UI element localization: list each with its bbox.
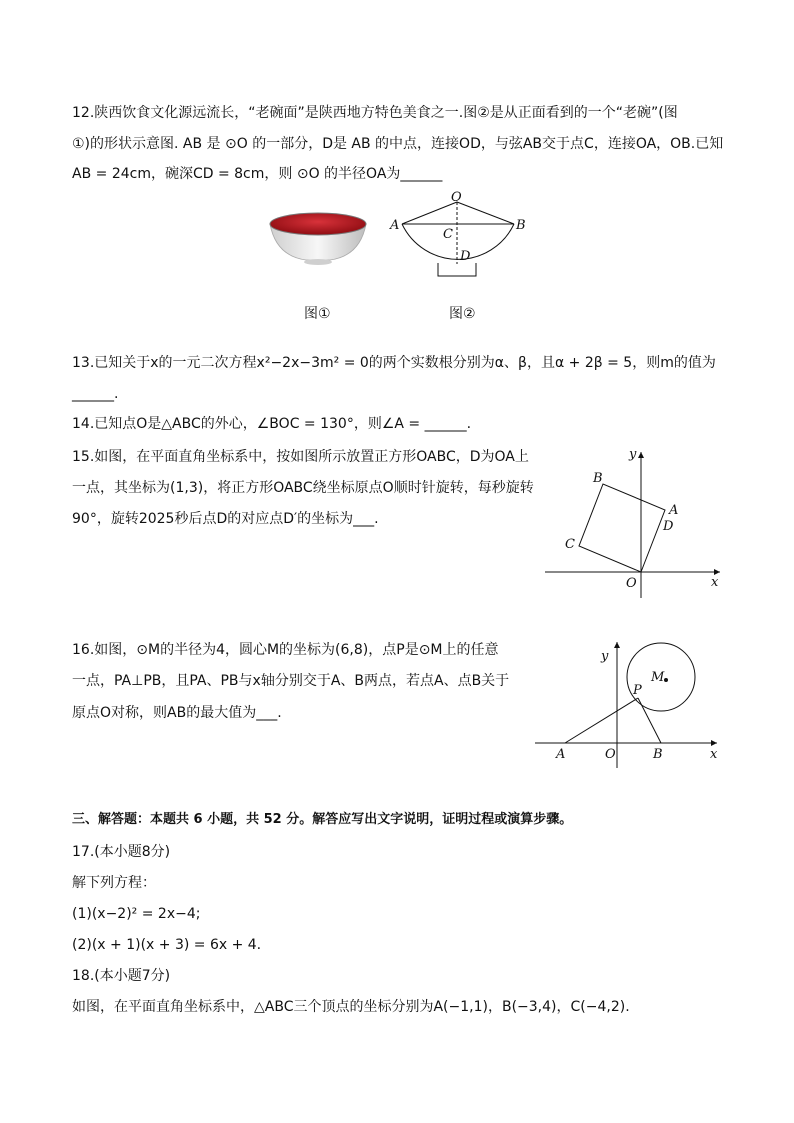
label-D: D [663,519,674,534]
label-P: P [633,683,642,698]
q15-line-1: 15.如图，在平面直角坐标系中，按如图所示放置正方形OABC，D为OA上 [72,449,529,465]
q18-title: 18.(本小题7分) [72,968,171,984]
q17-title: 17.(本小题8分) [72,844,171,860]
q15-line-2: 一点，其坐标为(1,3)，将正方形OABC绕坐标原点O顺时针旋转，每秒旋转 [72,480,534,496]
q18-line-1: 如图，在平面直角坐标系中，△ABC三个顶点的坐标分别为A(−1,1)，B(−3,4)，C(−4,2). [72,999,630,1015]
label-C: C [443,227,453,242]
q17-equation-2: (2)(x + 1)(x + 3) = 6x + 4. [72,937,262,953]
bowl-diagram [390,190,530,290]
q16-line-2: 一点，PA⊥PB，且PA、PB与x轴分别交于A、B两点，若点A、点B关于 [72,673,510,689]
axis-y-label: y [629,447,637,462]
q16-line-1: 16.如图，⊙M的半径为4，圆心M的坐标为(6,8)，点P是⊙M上的任意 [72,642,499,658]
label-B: B [653,747,663,762]
label-B: B [516,218,526,233]
axis-y-label: y [601,649,609,664]
q12-line-1: 12.陕西饮食文化源远流长，“老碗面”是陕西地方特色美食之一.图②是从正面看到的一个“老碗”(图 [72,105,678,121]
q16-circle-figure [535,640,725,770]
figure-2-caption: 图② [449,306,476,322]
q13-line-1: 13.已知关于x的一元二次方程x²−2x−3m² = 0的两个实数根分别为α、β，且α + 2β = 5，则m的值为 [72,355,716,371]
q17-equation-1: (1)(x−2)² = 2x−4; [72,906,201,922]
label-A: A [669,503,679,518]
axis-x-label: x [711,575,719,590]
label-A: A [390,218,400,233]
q15-square-figure [545,447,725,600]
q16-line-3: 原点O对称，则AB的最大值为___. [72,705,282,721]
figure-1-caption: 图① [304,306,331,322]
label-D: D [460,249,471,264]
label-M: M [651,670,665,685]
label-A: A [556,747,566,762]
label-O: O [626,576,637,591]
q17-intro: 解下列方程： [72,875,156,891]
section-3-heading: 三、解答题：本题共 6 小题，共 52 分。解答应写出文字说明，证明过程或演算步骤。 [72,812,573,827]
axis-x-label: x [710,747,718,762]
bowl-photo [268,210,368,270]
q12-line-3: AB = 24cm，碗深CD = 8cm，则 ⊙O 的半径OA为______ [72,166,443,182]
q12-line-2: ①)的形状示意图. AB 是 ⊙O 的一部分，D是 AB 的中点，连接OD，与弦AB交于点C，连接OA，OB.已知 [72,136,724,152]
label-O: O [605,747,616,762]
q14-line-1: 14.已知点O是△ABC的外心，∠BOC = 130°，则∠A = ______. [72,416,472,432]
q13-line-2: ______. [72,386,119,402]
label-O: O [451,190,462,205]
label-B: B [593,471,603,486]
label-C: C [565,537,575,552]
q15-line-3: 90°，旋转2025秒后点D的对应点D′的坐标为___. [72,511,379,527]
